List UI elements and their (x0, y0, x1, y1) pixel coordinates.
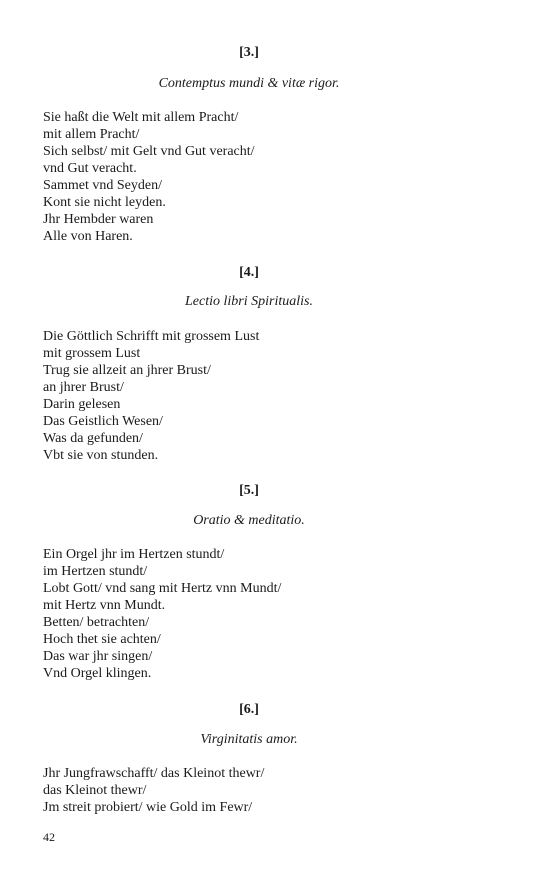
verse-line: Lobt Gott/ vnd sang mit Hertz vnn Mundt/ (43, 581, 282, 596)
stanza-number: [4.] (239, 265, 259, 280)
page-number: 42 (43, 830, 55, 844)
verse-line: Betten/ betrachten/ (43, 615, 150, 630)
verse-line: Alle von Haren. (43, 229, 133, 244)
stanza-subtitle: Lectio libri Spiritualis. (185, 294, 313, 309)
stanza-number: [3.] (239, 45, 259, 60)
verse-line: Sammet vnd Seyden/ (43, 178, 162, 193)
verse-line: Jhr Hembder waren (43, 212, 154, 227)
verse-line: mit Hertz vnn Mundt. (43, 598, 166, 613)
verse-line: Die Göttlich Schrifft mit grossem Lust (43, 329, 260, 344)
verse-lines (43, 765, 264, 816)
verse-line: Sie haßt die Welt mit allem Pracht/ (43, 110, 239, 125)
verse-line: Ein Orgel jhr im Hertzen stundt/ (43, 547, 225, 562)
verse-line: im Hertzen stundt/ (43, 564, 148, 579)
verse-line: Jm streit probiert/ wie Gold im Fewr/ (43, 800, 253, 815)
verse-line: vnd Gut veracht. (43, 161, 137, 176)
verse-line: Darin gelesen (43, 397, 121, 412)
verse-line: Das war jhr singen/ (43, 649, 153, 664)
verse-line: mit allem Pracht/ (43, 127, 140, 142)
stanza-subtitle: Contemptus mundi & vitæ rigor. (158, 76, 340, 91)
verse-line: Sich selbst/ mit Gelt vnd Gut veracht/ (43, 144, 255, 159)
verse-line: Vnd Orgel klingen. (43, 666, 152, 681)
verse-line: Trug sie allzeit an jhrer Brust/ (43, 363, 211, 378)
verse-lines (43, 546, 281, 682)
verse-line: an jhrer Brust/ (43, 380, 124, 395)
verse-line: Vbt sie von stunden. (43, 448, 159, 463)
verse-lines (43, 328, 259, 464)
stanza-number: [5.] (239, 483, 259, 498)
verse-line: Das Geistlich Wesen/ (43, 414, 163, 429)
verse-line: Jhr Jungfrawschafft/ das Kleinot thewr/ (43, 766, 265, 781)
verse-lines (43, 109, 255, 245)
verse-line: Hoch thet sie achten/ (43, 632, 161, 647)
verse-line: mit grossem Lust (43, 346, 141, 361)
verse-line: Kont sie nicht leyden. (43, 195, 166, 210)
verse-line: das Kleinot thewr/ (43, 783, 147, 798)
stanza-number: [6.] (239, 702, 259, 717)
verse-line: Was da gefunden/ (43, 431, 143, 446)
stanza-subtitle: Oratio & meditatio. (193, 513, 305, 528)
stanza-subtitle: Virginitatis amor. (200, 732, 298, 747)
